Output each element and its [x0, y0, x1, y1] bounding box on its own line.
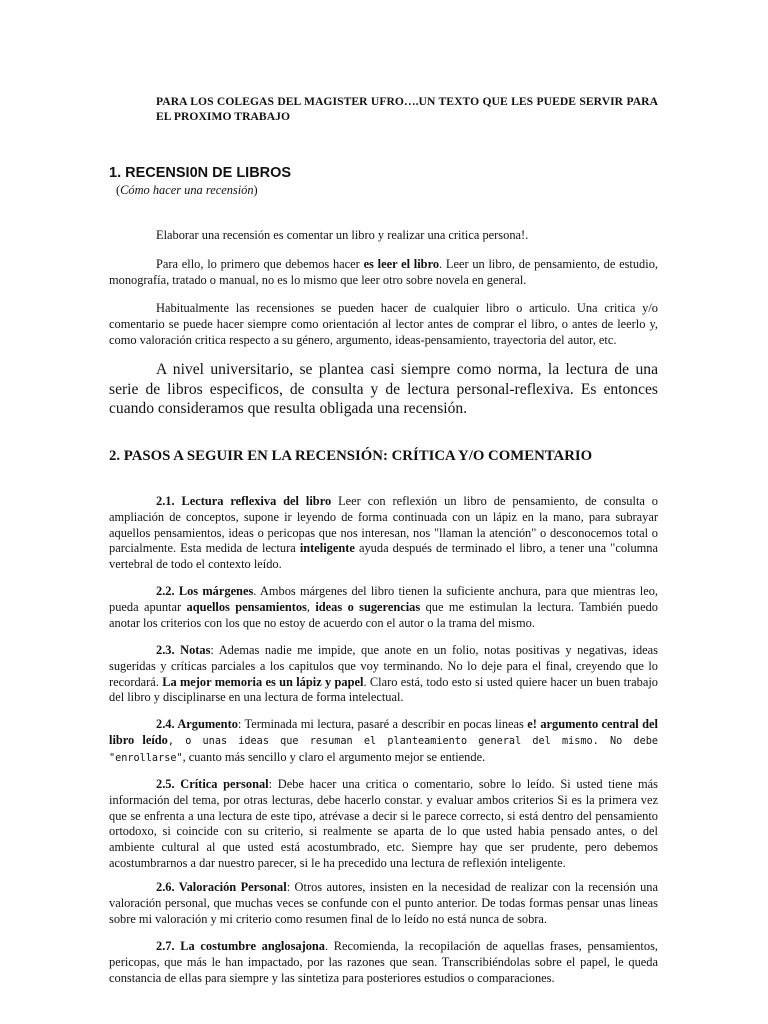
- step-2-7: 2.7. La costumbre anglosajona. Recomienda, la recopilación de aquellas frases, pensamientos, pericopas, que más le han impactado, por las razones que sean. Transcribiéndolas sobre el papel, le queda constancia de ellas para siempre y las sintetiza para posteriores estudios o comparaciones.: [109, 939, 658, 985]
- paragraph-read-book: Para ello, lo primero que debemos hacer es leer el libro. Leer un libro, de pensamiento, de estudio, monografía, tratado o manual, no es lo mismo que leer otro sobre novela en general.: [109, 257, 658, 287]
- paragraph-university: A nivel universitario, se plantea casi siempre como norma, la lectura de una serie de libros especificos, de consulta y de lectura personal-reflexiva. Es entonces cuando consideramos que resulta obligada una recensión.: [109, 361, 658, 417]
- section-2-title: 2. PASOS A SEGUIR EN LA RECENSIÓN: CRÍTICA Y/O COMENTARIO: [109, 448, 593, 464]
- step-2-4: 2.4. Argumento: Terminada mi lectura, pasaré a describir en pocas lineas e! argumento central del libro leído, o unas ideas que resuman el planteamiento general del mismo. No debe "enrollarse", cuanto más sencillo y claro el argumento mejor se entiende.: [109, 717, 658, 764]
- document-header: PARA LOS COLEGAS DEL MAGISTER UFRO….UN TEXTO QUE LES PUEDE SERVIR PARA EL PROXIMO TRABAJO: [156, 95, 658, 123]
- step-2-6: 2.6. Valoración Personal: Otros autores, insisten en la necesidad de realizar con la recensión una valoración personal, que muchas veces se confunde con el punto anterior. De todas formas pensar unas lineas sobre mi valoración y mi criterio como resumen final de lo leído no está nunca de sobra.: [109, 880, 658, 926]
- step-2-5: 2.5. Crítica personal: Debe hacer una critica o comentario, sobre lo leído. Si usted tiene más información del tema, por otras lecturas, debe hacerlo constar. y evaluar ambos criterios Si es la primera vez que se enfrenta a una lectura de este tipo, atrévase a decir si le parece correcto, si está dentro del pensamiento ortodoxo, si coincide con su criterio, si realmente se aparta de lo que usted habia pensado antes, o del ambiente cultural al que usted está acostumbrado, etc. Siempre hay que ser prudente, pero debemos acostumbrarnos a dar nuestro parecer, si le ha precedido una lectura de reflexión inteligente.: [109, 777, 659, 870]
- step-2-3: 2.3. Notas: Ademas nadie me impide, que anote en un folio, notas positivas y negativas, ideas sugeridas y críticas parciales a los capitulos que voy terminando. No lo deje para el final, creyendo que lo recordará. La mejor memoria es un lápiz y papel. Claro está, todo esto si usted quiere hacer un buen trabajo del libro y disciplinarse en una lectura de forma intelectual.: [109, 643, 658, 705]
- paragraph-usually: Habitualmente las recensiones se pueden hacer de cualquier libro o articulo. Una critica y/o comentario se puede hacer siempre como orientación al lector antes de comprar el libro, o antes de leerlo y, como valoración critica respecto a su género, argumento, ideas-pensamiento, trayectoria del autor, etc.: [109, 301, 658, 347]
- step-2-2: 2.2. Los márgenes. Ambos márgenes del libro tienen la suficiente anchura, para que mientras leo, pueda apuntar aquellos pensamientos, ideas o sugerencias que me estimulan la lectura. También puedo anotar los criterios con los que no estoy de acuerdo con el autor o la trama del mismo.: [109, 584, 659, 630]
- paragraph-intro: Elaborar una recensión es comentar un libro y realizar una critica persona!.: [156, 228, 529, 242]
- section-1-subtitle: (Cómo hacer una recensión): [116, 183, 258, 197]
- section-1-title: 1. RECENSI0N DE LIBROS: [109, 165, 292, 181]
- step-2-1: 2.1. Lectura reflexiva del libro Leer con reflexión un libro de pensamiento, de consulta o ampliación de conceptos, supone ir leyendo de forma continuada con un lápiz en la mano, para subrayar aquellos pensamientos, ideas o pericopas que nos interesan, nos "llaman la atención" o desconocemos total o parcialmente. Esta medida de lectura inteligente ayuda después de terminado el libro, a tener una "columna vertebral de todo el contexto leído.: [109, 494, 658, 572]
